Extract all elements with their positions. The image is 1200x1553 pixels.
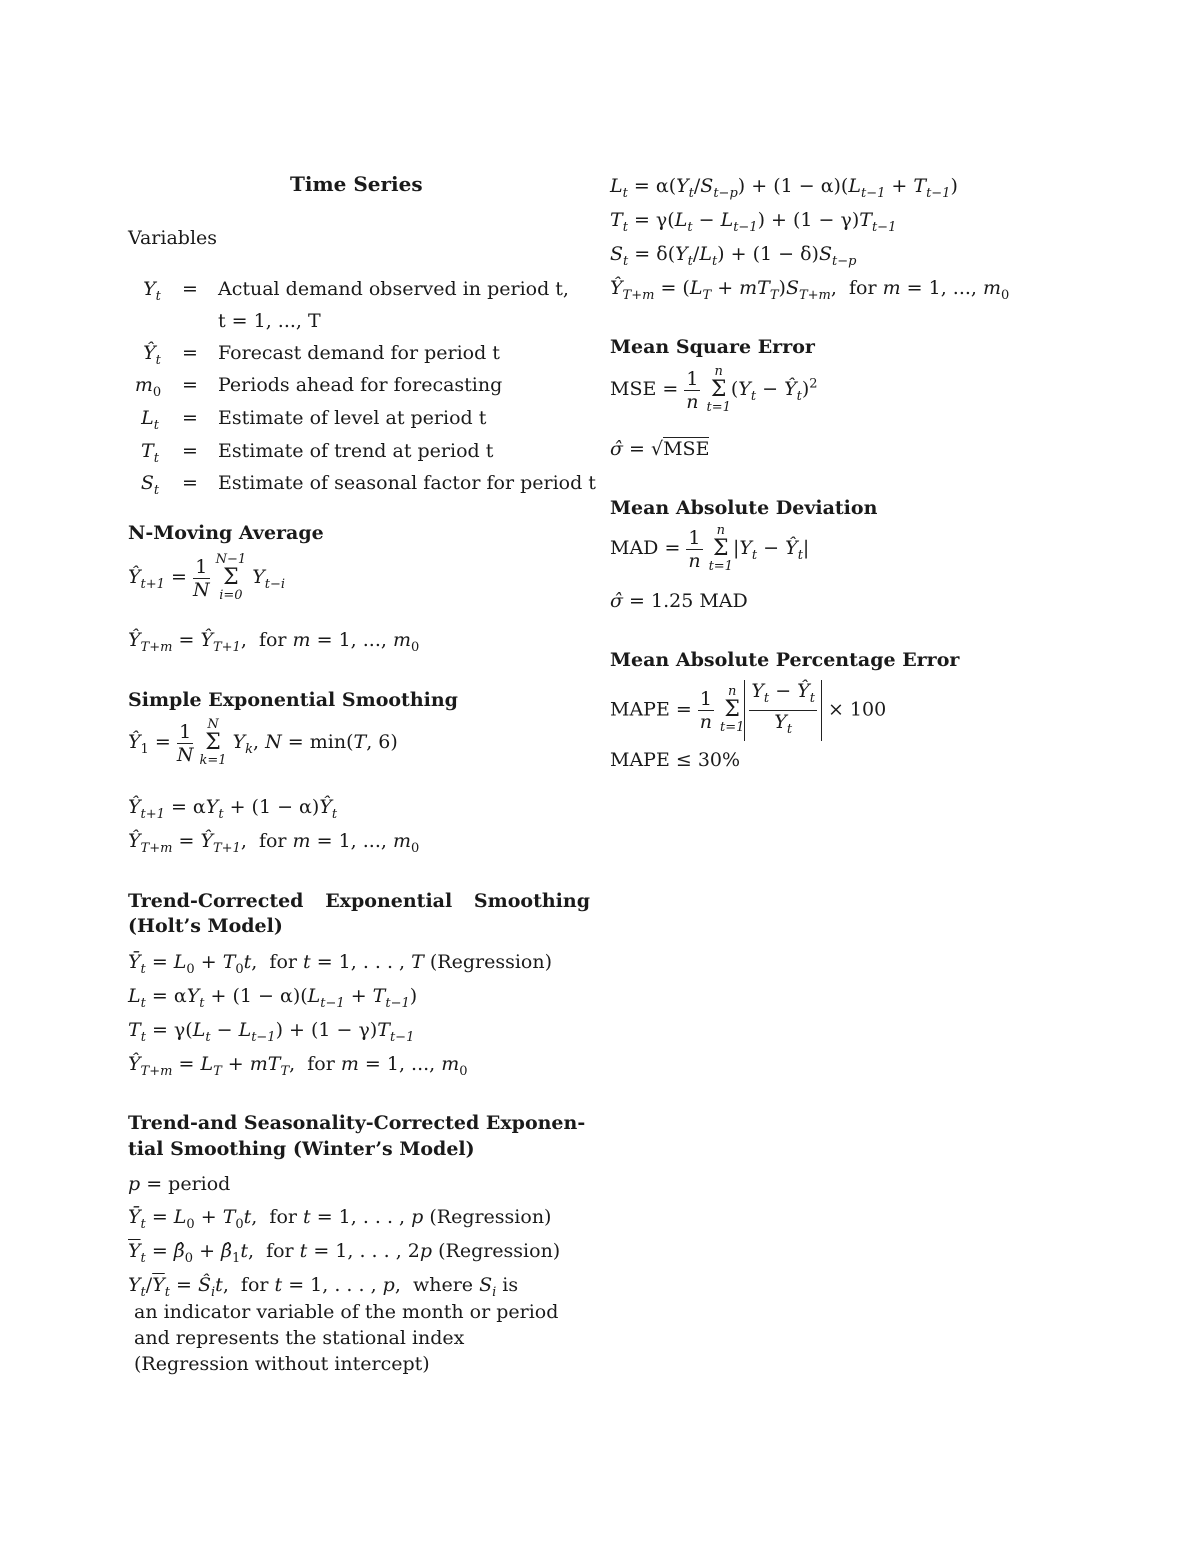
var-sym-yhat: $Ŷ_t$ (143, 342, 161, 368)
var-sym-tt: $T_t$ (141, 440, 159, 466)
holt-heading-word: Trend-Corrected (128, 890, 304, 912)
var-def-yt: Actual demand observed in period t, (218, 278, 569, 300)
var-def-m0: Periods ahead for forecasting (218, 374, 503, 396)
holt-formula-1: $Ȳ_t = L_0 + T_0t$, for t = 1, . . . , T (Regression) (128, 951, 552, 977)
mape-heading: Mean Absolute Percentage Error (610, 649, 960, 671)
winter-formula-2: $Ȳ_t = L_0 + T_0t$, for t = 1, . . . , p (Regression) (128, 1206, 552, 1232)
winter-formula-4: $Y_t/\overline{Y}_t$ = $Ŝ_it$, for t = 1, . . . , p, where $S_i$ is (128, 1274, 519, 1300)
var-eq: = (182, 374, 198, 396)
var-eq: = (182, 440, 198, 462)
var-sym-lt: $L_t$ (141, 407, 159, 433)
var-eq: = (182, 472, 198, 494)
mse-heading: Mean Square Error (610, 336, 815, 358)
var-eq: = (182, 278, 198, 300)
mad-heading: Mean Absolute Deviation (610, 497, 878, 519)
winter-text-3: (Regression without intercept) (134, 1353, 430, 1375)
winter-heading-line2: tial Smoothing (Winter’s Model) (128, 1138, 475, 1160)
mse-formula-1: MSE = $\frac{1}{n}$ n Σ t=1 ($Y_t$ − $Ŷ_t)^2$ (610, 364, 818, 415)
ses-heading: Simple Exponential Smoothing (128, 689, 458, 711)
holt-formula-4: $Ŷ_{T+m} = L_T + mT_T$, for m = 1, ..., $m_0$ (128, 1053, 468, 1079)
ses-formula-3: $Ŷ_{T+m}$ = $Ŷ_{T+1}$, for m = 1, ..., $m_0$ (128, 830, 420, 856)
holt-heading-word: Exponential (325, 890, 453, 912)
var-eq: = (182, 342, 198, 364)
variables-heading (128, 226, 217, 250)
holt-heading-line2: (Holt’s Model) (128, 915, 283, 937)
var-def-lt: Estimate of level at period t (218, 407, 487, 429)
mape-formula-2: MAPE ≤ 30% (610, 749, 741, 771)
ses-formula-2: $Ŷ_{t+1} = \alpha Y_t + (1$ − $\alpha)Ŷ_t$ (128, 796, 338, 822)
holt-formula-2: $L_t = \alpha Y_t + (1 - \alpha)(L_{t-1} + T_{t-1})$ (128, 985, 418, 1011)
var-def-st: Estimate of seasonal factor for period t (218, 472, 596, 494)
ses-formula-1: $Ŷ_1$ = $\frac{1}{N}$ N Σ k=1 $Y_k$, N = min(T, 6) (128, 717, 398, 768)
mad-formula-1: MAD = $\frac{1}{n}$ n Σ t=1 $|Y_t$ − $Ŷ_t|$ (610, 523, 810, 574)
moving-average-heading: N-Moving Average (128, 522, 324, 544)
var-sym-yt: $Y_t$ (143, 278, 161, 304)
winter-right-formula-3: $S_t = \delta(Y_t/L_t) + (1 - \delta)S_{t-p}$ (610, 243, 857, 269)
mape-formula-1: MAPE = $\frac{1}{n}$ n Σ t=1 $\frac{Y_t - Ŷ_t}{Y_t}$ × 100 (610, 680, 886, 741)
mse-formula-2: σ̂ = √MSE (610, 438, 710, 460)
var-def-range: t = 1, ..., T (218, 310, 321, 332)
mad-formula-2: σ̂ = 1.25 MAD (610, 590, 748, 612)
var-sym-m0: $m_0$ (134, 374, 162, 400)
variables-heading-text: Variables (128, 227, 218, 249)
winter-heading-line1: Trend-and Seasonality-Corrected Exponen- (128, 1112, 586, 1134)
winter-text-1: an indicator variable of the month or period (134, 1301, 559, 1323)
winter-text-2: and represents the stational index (134, 1327, 465, 1349)
page-title: Time Series (290, 172, 423, 196)
var-def-tt: Estimate of trend at period t (218, 440, 494, 462)
winter-formula-1: p = period (128, 1173, 231, 1195)
var-sym-st: $S_t$ (140, 472, 160, 498)
moving-average-formula-2: $Ŷ_{T+m}$ = $Ŷ_{T+1}$, for m = 1, ..., $m_0$ (128, 629, 420, 655)
winter-formula-3: $\overline{Y}_t$ = $\betâ_0$ + $\betâ_1t$, for t = 1, . . . , 2p (Regression) (128, 1240, 561, 1266)
holt-formula-3: $T_t = \gamma(L_t - L_{t-1}) + (1 - \gamma)T_{t-1}$ (128, 1019, 415, 1045)
winter-right-formula-1: $L_t = \alpha(Y_t/S_{t-p}) + (1 - \alpha)(L_{t-1} + T_{t-1})$ (610, 175, 958, 201)
var-def-yhat: Forecast demand for period t (218, 342, 500, 364)
holt-heading (128, 888, 590, 914)
winter-right-formula-4: $Ŷ_{T+m} = (L_T + mT_T)S_{T+m}$, for m = 1, ..., $m_0$ (610, 277, 1010, 303)
winter-right-formula-2: $T_t = \gamma(L_t - L_{t-1}) + (1 - \gamma)T_{t-1}$ (610, 209, 897, 235)
var-eq: = (182, 407, 198, 429)
holt-heading-word: Smoothing (473, 890, 590, 912)
moving-average-formula-1: $Ŷ_{t+1}$ = $\frac{1}{N}$ N−1 Σ i=0 $Y_{t-i}$ (128, 552, 286, 603)
